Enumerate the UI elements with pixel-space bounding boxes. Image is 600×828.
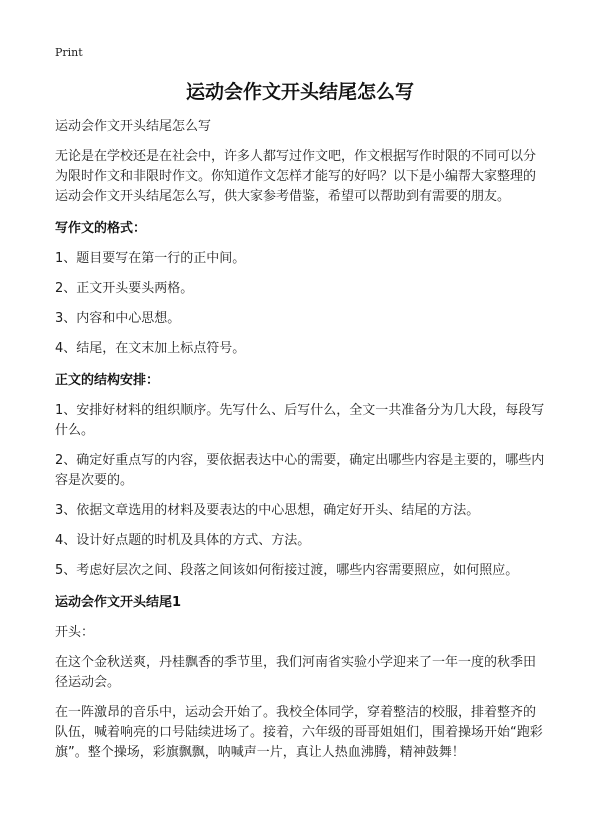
structure-item: 2、确定好重点写的内容，要依据表达中心的需要，确定出哪些内容是主要的，哪些内容是次要的。 — [55, 453, 545, 488]
structure-item: 1、安排好材料的组织顺序。先写什么、后写什么，全文一共准备分为几大段，每段写什么。 — [55, 403, 545, 438]
body-paragraph: 在这个金秋送爽，丹桂飘香的季节里，我们河南省实验小学迎来了一年一度的秋季田径运动会。 — [55, 655, 537, 690]
example-heading: 运动会作文开头结尾1 — [55, 595, 182, 610]
format-item: 3、内容和中心思想。 — [55, 311, 181, 326]
body-paragraph: 在一阵激昂的音乐中，运动会开始了。我校全体同学，穿着整洁的校服，排着整齐的队伍，喊着响亮的口号陆续进场了。接着，六年级的哥哥姐姐们，围着操场开始“跑彩旗”。整个操场，彩旗飘飘，呐喊声一片，真让人热血沸腾，精神鼓舞！ — [55, 705, 543, 760]
intro-paragraph: 无论是在学校还是在社会中，许多人都写过作文吧，作文根据写作时限的不同可以分为限时作文和非限时作文。你知道作文怎样才能写的好吗？以下是小编帮大家整理的运动会作文开头结尾怎么写，供大家参考借鉴，希望可以帮助到有需要的朋友。 — [55, 149, 537, 204]
structure-item: 3、依据文章选用的材料及要表达的中心思想，确定好开头、结尾的方法。 — [55, 503, 480, 518]
format-item: 4、结尾，在文末加上标点符号。 — [55, 341, 246, 356]
document-title: 运动会作文开头结尾怎么写 — [185, 81, 414, 103]
format-item: 2、正文开头要头两格。 — [55, 281, 194, 296]
article-subtitle: 运动会作文开头结尾怎么写 — [55, 119, 212, 134]
print-link[interactable]: Print — [55, 46, 83, 59]
article-body — [55, 117, 547, 763]
structure-heading: 正文的结构安排： — [55, 373, 160, 388]
opening-label: 开头： — [55, 625, 95, 640]
structure-item: 5、考虑好层次之间、段落之间该如何衔接过渡，哪些内容需要照应，如何照应。 — [55, 563, 519, 578]
format-item: 1、题目要写在第一行的正中间。 — [55, 251, 246, 266]
structure-item: 4、设计好点题的时机及具体的方式、方法。 — [55, 533, 311, 548]
format-heading: 写作文的格式： — [55, 221, 147, 236]
